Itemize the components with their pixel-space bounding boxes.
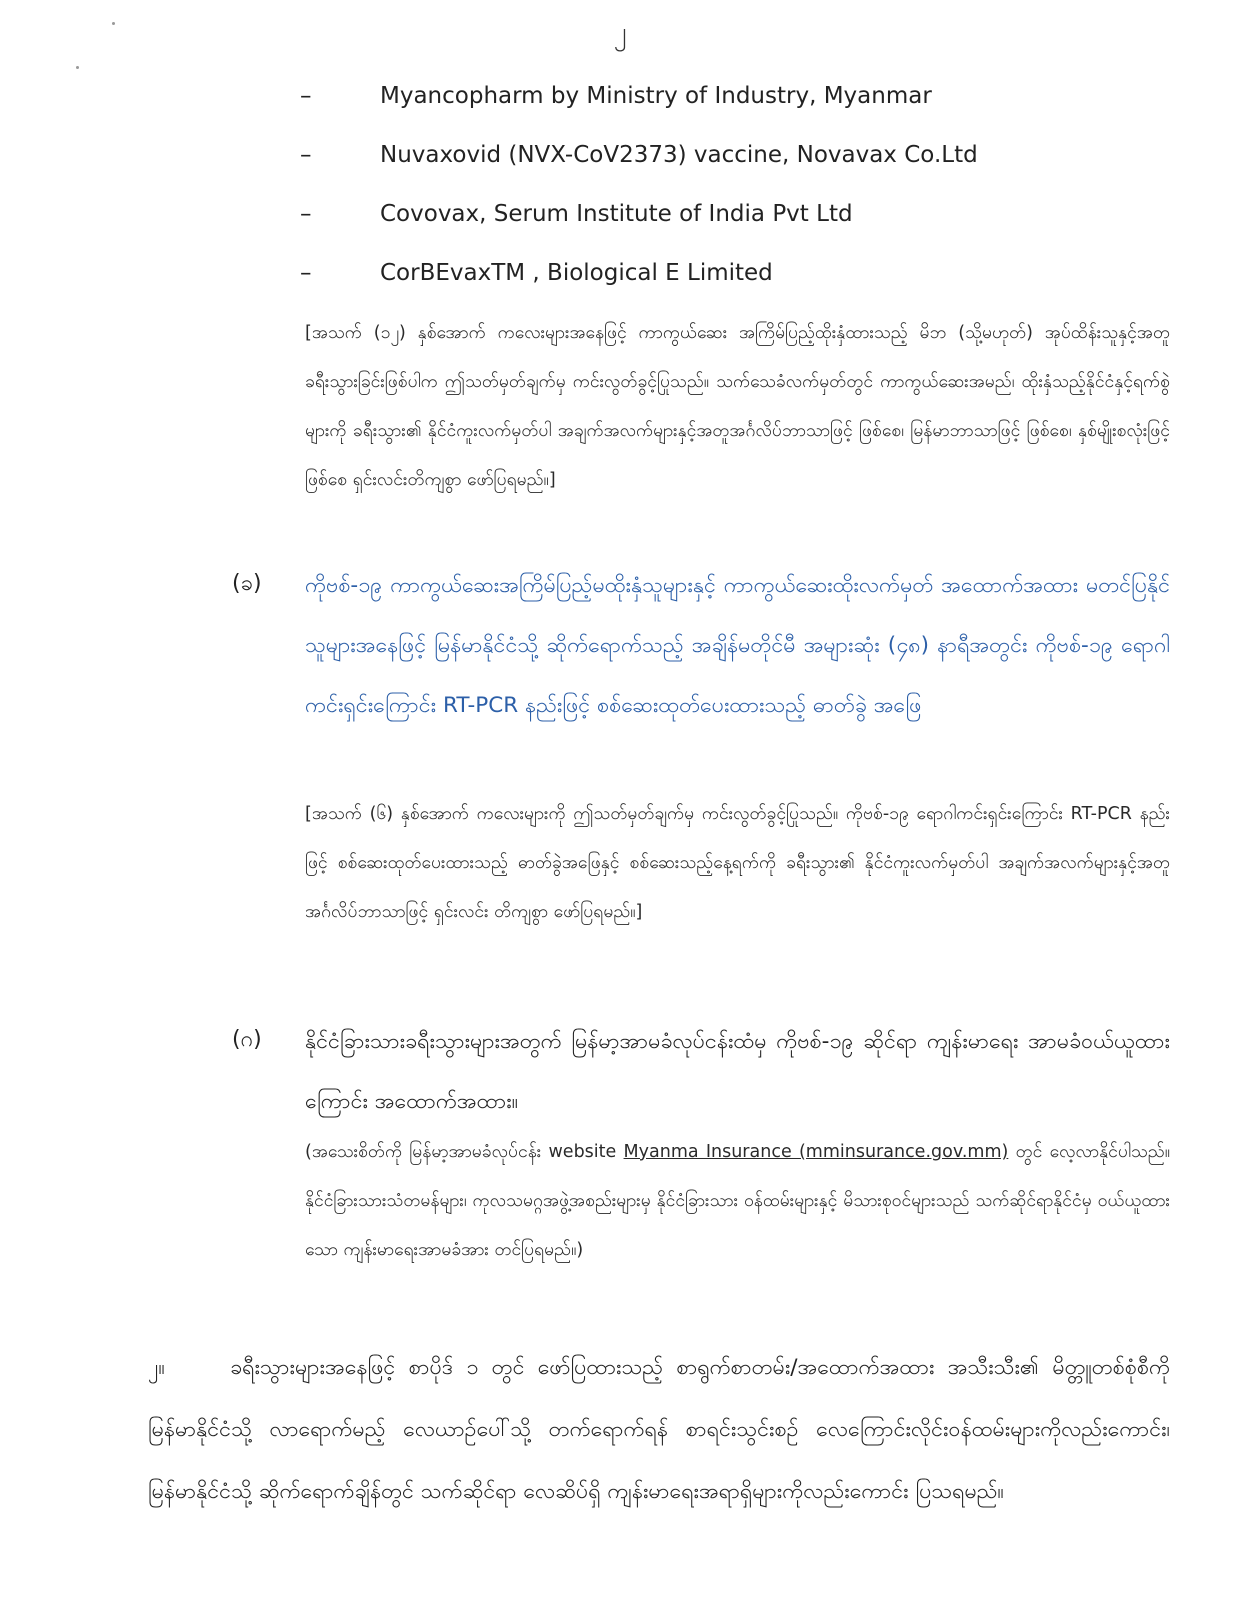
- paragraph-2-number: ၂။: [148, 1355, 166, 1380]
- vaccine-list-item: [300, 253, 773, 293]
- vaccine-list-item: [300, 76, 932, 116]
- item-g-number: (ဂ): [232, 1027, 262, 1052]
- list-dash: –: [300, 142, 312, 168]
- vaccine-name: Covovax, Serum Institute of India Pvt Ltd: [380, 201, 853, 227]
- item-g-note: [305, 1128, 1170, 1275]
- note-children-under-12: [အသက် (၁၂) နှစ်အောက် ကလေးများအနေဖြင့် ကာကွယ်ဆေး အကြိမ်ပြည့်ထိုးနှံထားသည့် မိဘ (သို့မဟုတ်) အုပ်ထိန်းသူနှင့်အတူ ခရီးသွားခြင်းဖြစ်ပါက ဤသတ်မှတ်ချက်မှ ကင်းလွတ်ခွင့်ပြုသည်။ သက်သေခံလက်မှတ်တွင် ကာကွယ်ဆေးအမည်၊ ထိုးနှံသည့်နိုင်ငံနှင့်ရက်စွဲများကို ခရီးသွား၏ နိုင်ငံကူးလက်မှတ်ပါ အချက်အလက်များနှင့်အတူအင်္ဂလိပ်ဘာသာဖြင့် ဖြစ်စေ၊ မြန်မာဘာသာဖြင့် ဖြစ်စေ၊ နှစ်မျိုးစလုံးဖြင့် ဖြစ်စေ ရှင်းလင်းတိကျစွာ ဖော်ပြရမည်။]: [305, 323, 1170, 490]
- item-b-number: (ခ): [232, 571, 262, 596]
- list-dash: –: [300, 83, 312, 109]
- list-dash: –: [300, 260, 312, 286]
- paragraph-2: [148, 1337, 1170, 1523]
- insurance-website-link[interactable]: Myanma Insurance (mminsurance.gov.mm): [623, 1142, 1009, 1162]
- vaccine-name: Myancopharm by Ministry of Industry, Myanmar: [380, 83, 932, 109]
- vaccine-list-item: [300, 135, 978, 175]
- item-g-note-prefix: (အသေးစိတ်ကို မြန်မာ့အာမခံလုပ်ငန်း website: [305, 1142, 624, 1162]
- vaccine-list-item: [300, 194, 853, 234]
- list-dash: –: [300, 201, 312, 227]
- vaccine-name: CorBEvaxTM , Biological E Limited: [380, 260, 773, 286]
- item-g-text: နိုင်ငံခြားသားခရီးသွားများအတွက် မြန်မာ့အာမခံလုပ်ငန်းထံမှ ကိုဗစ်-၁၉ ဆိုင်ရာ ကျန်းမာရေး အာမခံဝယ်ယူထားကြောင်း အထောက်အထား။: [305, 1029, 1170, 1114]
- scan-speck: [76, 66, 79, 69]
- item-b-text: ကိုဗစ်-၁၉ ကာကွယ်ဆေးအကြိမ်ပြည့်မထိုးနှံသူများနှင့် ကာကွယ်ဆေးထိုးလက်မှတ် အထောက်အထား မတင်ပြနိုင်သူများအနေဖြင့် မြန်မာနိုင်ငံသို့ ဆိုက်ရောက်သည့် အချိန်မတိုင်မီ အများဆုံး (၄၈) နာရီအတွင်း ကိုဗစ်-၁၉ ရောဂါကင်းရှင်းကြောင်း RT-PCR နည်းဖြင့် စစ်ဆေးထုတ်ပေးထားသည့် ဓာတ်ခွဲ အဖြေ: [305, 573, 1170, 718]
- item-b-note: [အသက် (၆) နှစ်အောက် ကလေးများကို ဤသတ်မှတ်ချက်မှ ကင်းလွတ်ခွင့်ပြုသည်။ ကိုဗစ်-၁၉ ရောဂါကင်းရှင်းကြောင်း RT-PCR နည်းဖြင့် စစ်ဆေးထုတ်ပေးထားသည့် ဓာတ်ခွဲအဖြေနှင့် စစ်ဆေးသည့်နေ့ရက်ကို ခရီးသွား၏ နိုင်ငံကူးလက်မှတ်ပါ အချက်အလက်များနှင့်အတူ အင်္ဂလိပ်ဘာသာဖြင့် ရှင်းလင်း တိကျစွာ ဖော်ပြရမည်။]: [305, 804, 1170, 922]
- item-g-note-suffix: တွင် လေ့လာနိုင်ပါသည်။ နိုင်ငံခြားသားသံတမန်များ၊ ကုလသမဂ္ဂအဖွဲ့အစည်းများမှ နိုင်ငံခြားသား ဝန်ထမ်းများနှင့် မိသားစုဝင်များသည် သက်ဆိုင်ရာနိုင်ငံမှ ဝယ်ယူထားသော ကျန်းမာရေးအာမခံအား တင်ပြရမည်။): [305, 1142, 1170, 1260]
- vaccine-name: Nuvaxovid (NVX-CoV2373) vaccine, Novavax Co.Ltd: [380, 142, 978, 168]
- page-number: ၂: [613, 17, 627, 47]
- paragraph-2-text: ခရီးသွားများအနေဖြင့် စာပိုဒ် ၁ တွင် ဖော်ပြထားသည့် စာရွက်စာတမ်း/အထောက်အထား အသီးသီး၏ မိတ္တူတစ်စုံစီကို မြန်မာနိုင်ငံသို့ လာရောက်မည့် လေယာဉ်ပေါ်သို့ တက်ရောက်ရန် စာရင်းသွင်းစဉ် လေကြောင်းလိုင်းဝန်ထမ်းများကိုလည်းကောင်း၊ မြန်မာနိုင်ငံသို့ ဆိုက်ရောက်ချိန်တွင် သက်ဆိုင်ရာ လေဆိပ်ရှိ ကျန်းမာရေးအရာရှိများကိုလည်းကောင်း ပြသရမည်။: [148, 1355, 1170, 1504]
